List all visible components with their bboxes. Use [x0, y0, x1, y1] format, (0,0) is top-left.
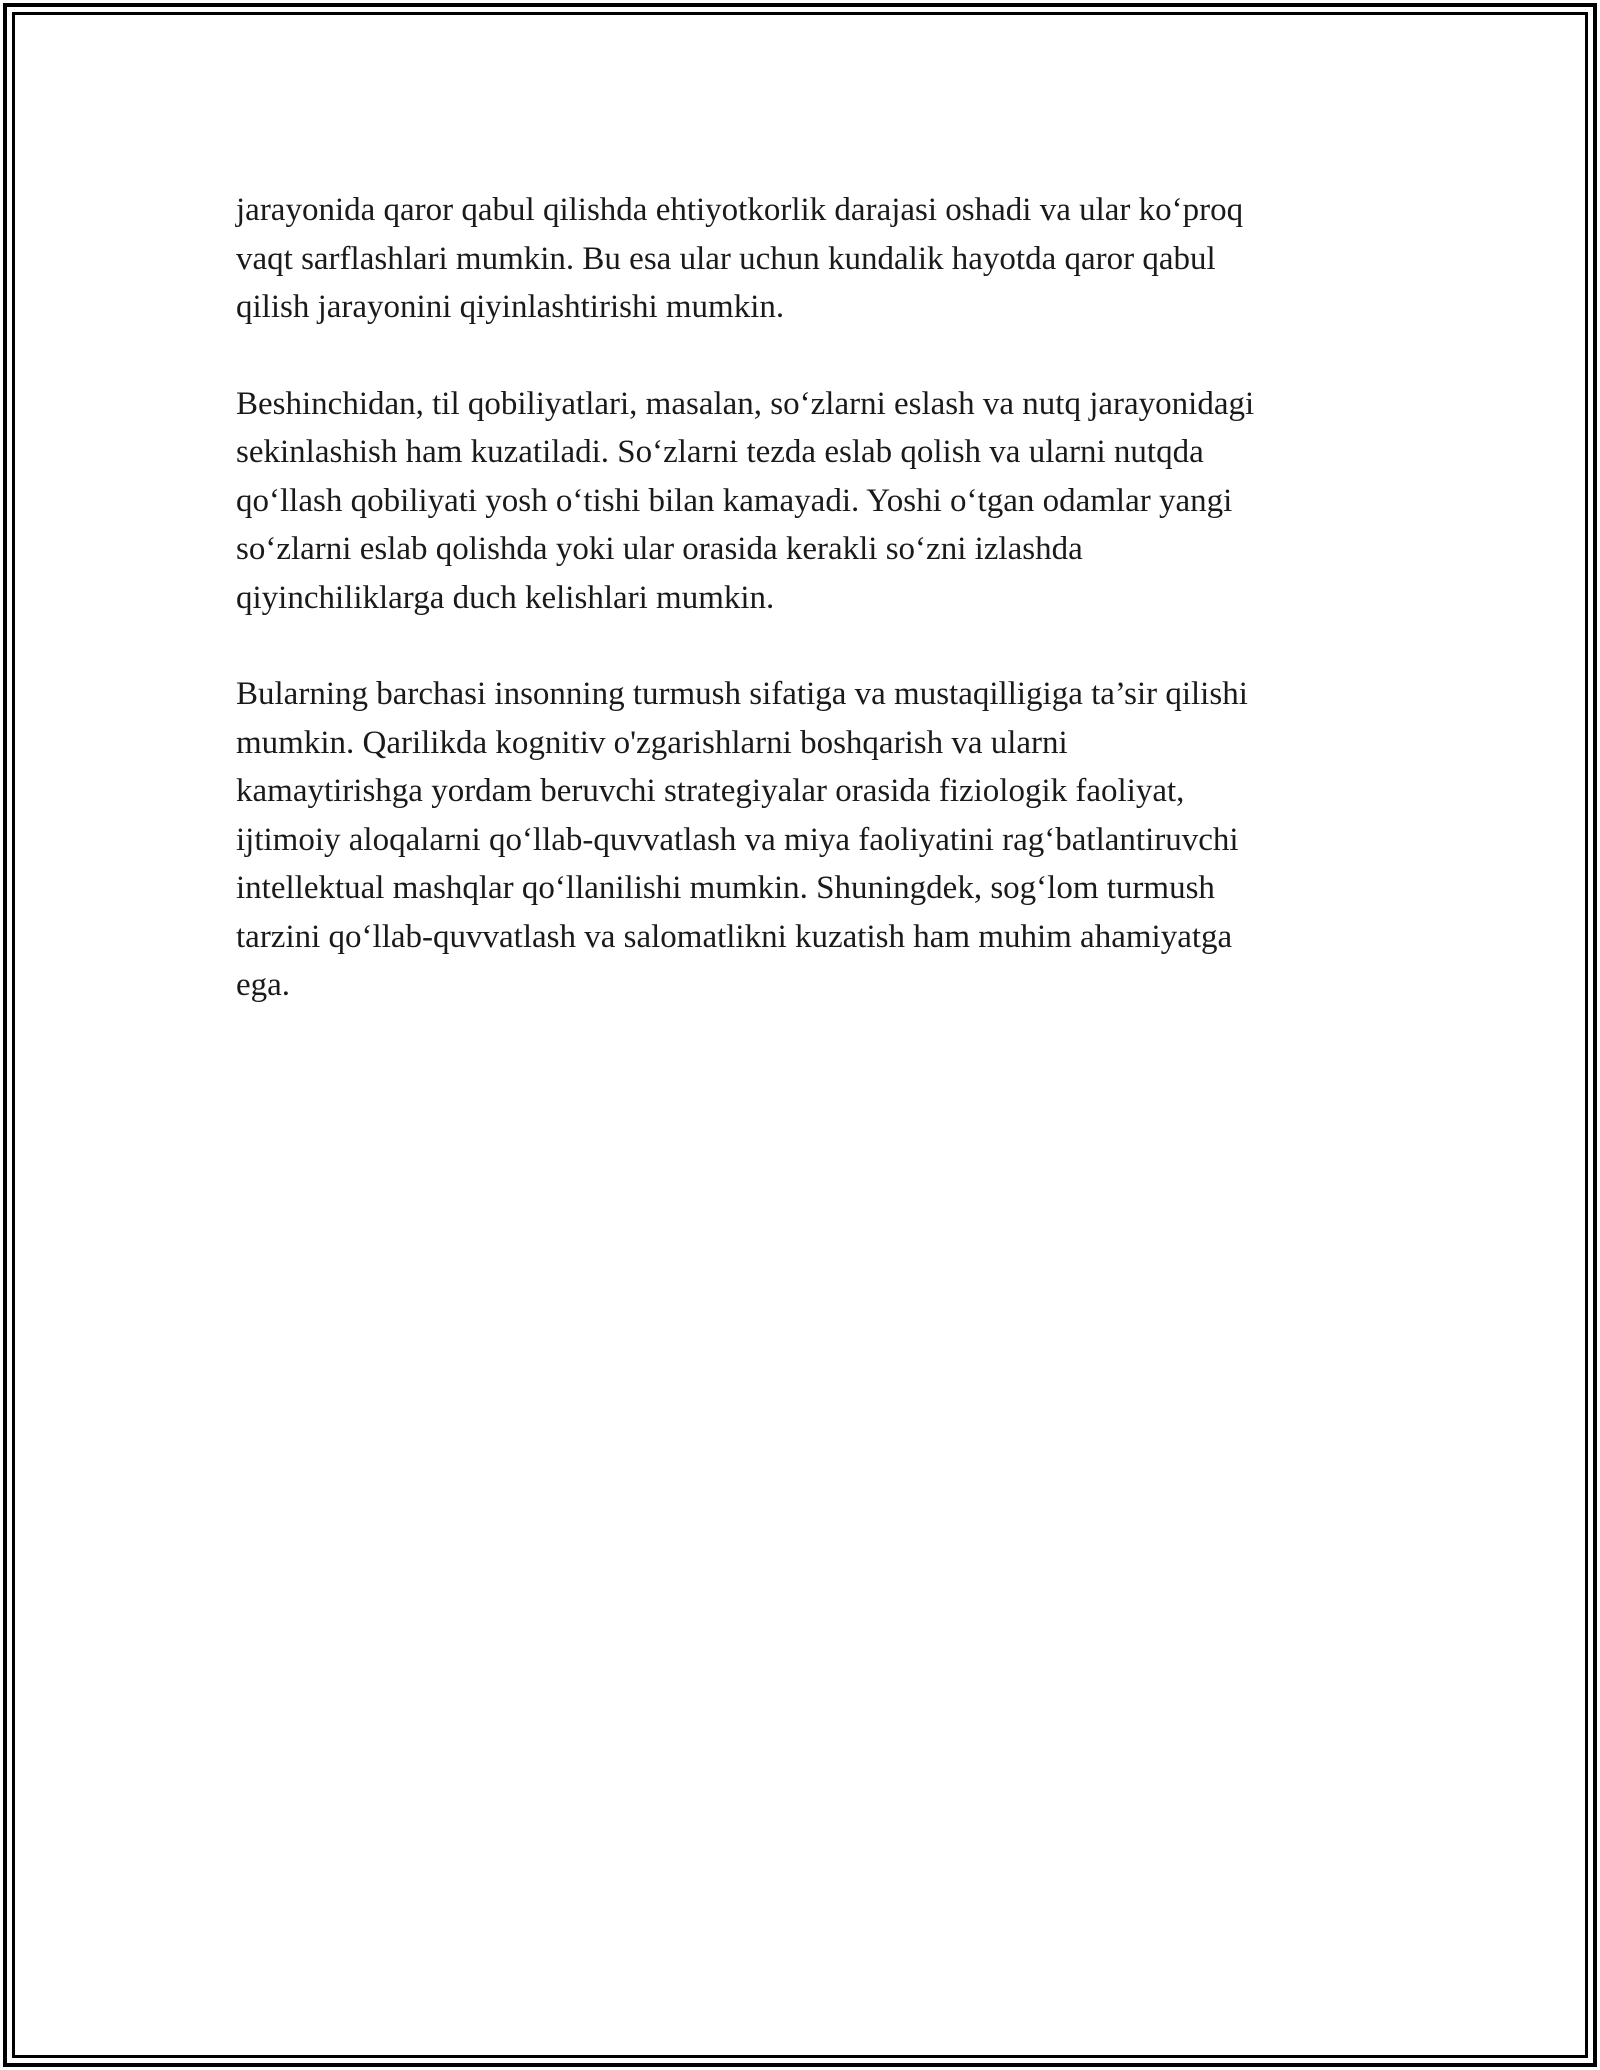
paragraph-2: Beshinchidan, til qobiliyatlari, masalan, so‘zlarni eslash va nutq jarayonidagi sekinlashish ham kuzatiladi. So‘zlarni tezda eslab qolish va ularni nutqda qo‘llash qobiliyati yosh o‘tishi bilan kamayadi. Yoshi o‘tgan odamlar yangi so‘zlarni eslab qolishda yoki ular orasida kerakli so‘zni izlashda qiyinchiliklarga duch kelishlari mumkin. [236, 385, 1255, 616]
paragraph-1: jarayonida qaror qabul qilishda ehtiyotkorlik darajasi oshadi va ular ko‘proq vaqt sarflashlari mumkin. Bu esa ular uchun kundalik hayotda qaror qabul qilish jarayonini qiyinlashtirishi mumkin. [236, 192, 1244, 325]
page-content [236, 186, 1386, 1058]
paragraph-3: Bularning barchasi insonning turmush sifatiga va mustaqilligiga ta’sir qilishi mumkin. Qarilikda kognitiv o'zgarishlarni boshqarish va ularni kamaytirishga yordam beruvchi strategiyalar orasida fiziologik faoliyat, ijtimoiy aloqalarni qo‘llab-quvvatlash va miya faoliyatini rag‘batlantiruvchi intellektual mashqlar qo‘llanilishi mumkin. Shuningdek, sog‘lom turmush tarzini qo‘llab-quvvatlash va salomatlikni kuzatish ham muhim ahamiyatga ega. [236, 676, 1248, 1003]
